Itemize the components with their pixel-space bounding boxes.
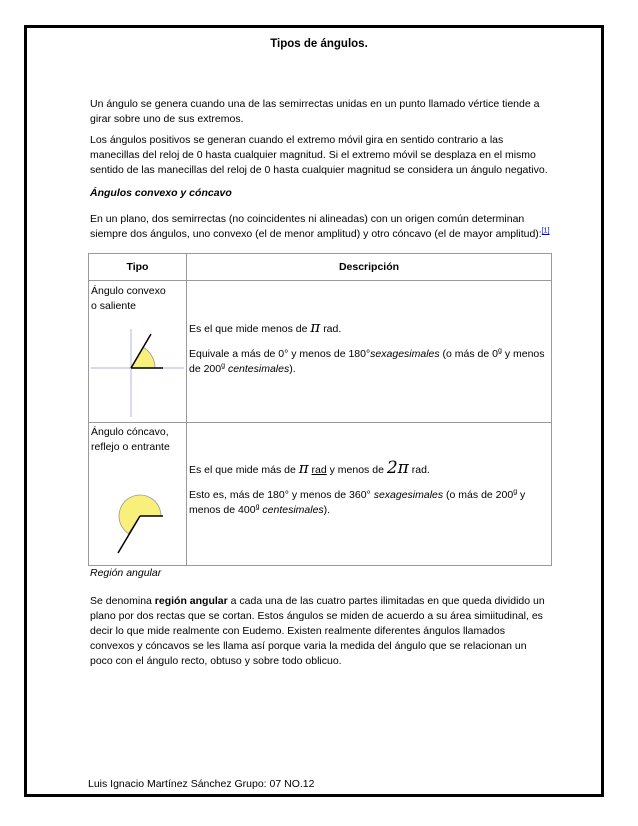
section-caption-region-angular: Región angular <box>90 567 162 579</box>
intro-paragraph-1: Un ángulo se genera cuando una de las semirrectas unidas en un punto llamado vértice tiende a girar sobre uno de sus extremos. <box>90 98 540 125</box>
section2-paragraph: Se denomina región angular a cada una de las cuatro partes ilimitadas en que queda dividido un plano por dos rectas que se cortan. Estos ángulos se miden de acuerdo a su área simiitudinal, es decir lo que mide realmente con Eudemo. Existen realmente diferentes ángulos llamados convexos y cóncavos se les llama así porque varia la medida del ángulo que se relacionan un poco con el ángulo recto, obtuso y sobre todo oblicuo. <box>90 595 545 667</box>
concave-angle-diagram <box>91 468 184 558</box>
page-footer: Luis Ignacio Martínez Sánchez Grupo: 07 NO.12 <box>88 778 315 790</box>
rad-link[interactable]: rad <box>311 464 327 476</box>
pi-symbol: π <box>298 459 309 477</box>
row1-tipo-cell <box>89 281 187 423</box>
angle-types-table <box>88 253 552 566</box>
intro-paragraph-2: Los ángulos positivos se generan cuando el extremo móvil gira en sentido contrario a las manecillas del reloj de 0 hasta cualquier magnitud. Si el extremo móvil se desplaza en el mismo sentido de las manecillas del reloj de 0 hasta cualquier magnitud se considera un ángulo negativo. <box>90 134 548 176</box>
concave-angle-region <box>119 495 161 534</box>
section1-paragraph <box>90 212 552 242</box>
row2-tipo-line1: Ángulo cóncavo, <box>91 426 169 438</box>
page-title: Tipos de ángulos. <box>270 38 368 50</box>
row1-tipo-line1: Ángulo convexo <box>91 285 166 297</box>
pi-symbol: π <box>310 318 321 336</box>
row2-tipo-cell <box>89 423 187 566</box>
row1-desc-line2: Equivale a más de 0° y menos de 180°sexagesimales (o más de 0$^g$ y menos de 200$^g$ centesimales). <box>189 347 545 375</box>
row2-desc-line2: Esto es, más de 180° y menos de 360° sexagesimales (o más de 200$^g$ y menos de 400$^g$ centesimales). <box>189 488 526 516</box>
convex-angle-region <box>131 347 155 368</box>
term-region-angular: región angular <box>154 595 228 607</box>
table-row <box>89 281 552 423</box>
section1-text: En un plano, dos semirrectas (no coincidentes ni alineadas) con un origen común determinan siempre dos ángulos, uno convexo (el de menor amplitud) y otro cóncavo (el de mayor amplitud): <box>90 213 542 240</box>
two-pi-symbol: 2π <box>386 458 409 478</box>
header-descripcion: Descripción <box>187 254 552 281</box>
row1-desc-line1: Es el que mide menos de π rad. <box>189 318 342 336</box>
convex-angle-diagram <box>91 329 184 419</box>
row2-tipo-line2: reflejo o entrante <box>91 441 170 453</box>
footnote-link[interactable]: [1] <box>541 227 550 235</box>
row2-desc-line1: Es el que mide más de π rad y menos de 2π rad. <box>189 458 430 478</box>
row1-desc-cell <box>187 281 552 423</box>
row2-desc-cell <box>187 423 552 566</box>
section-heading-convex-concave: Ángulos convexo y cóncavo <box>90 187 232 199</box>
row1-tipo-line2: o saliente <box>91 300 136 312</box>
header-tipo: Tipo <box>89 254 187 281</box>
table-row <box>89 423 552 566</box>
